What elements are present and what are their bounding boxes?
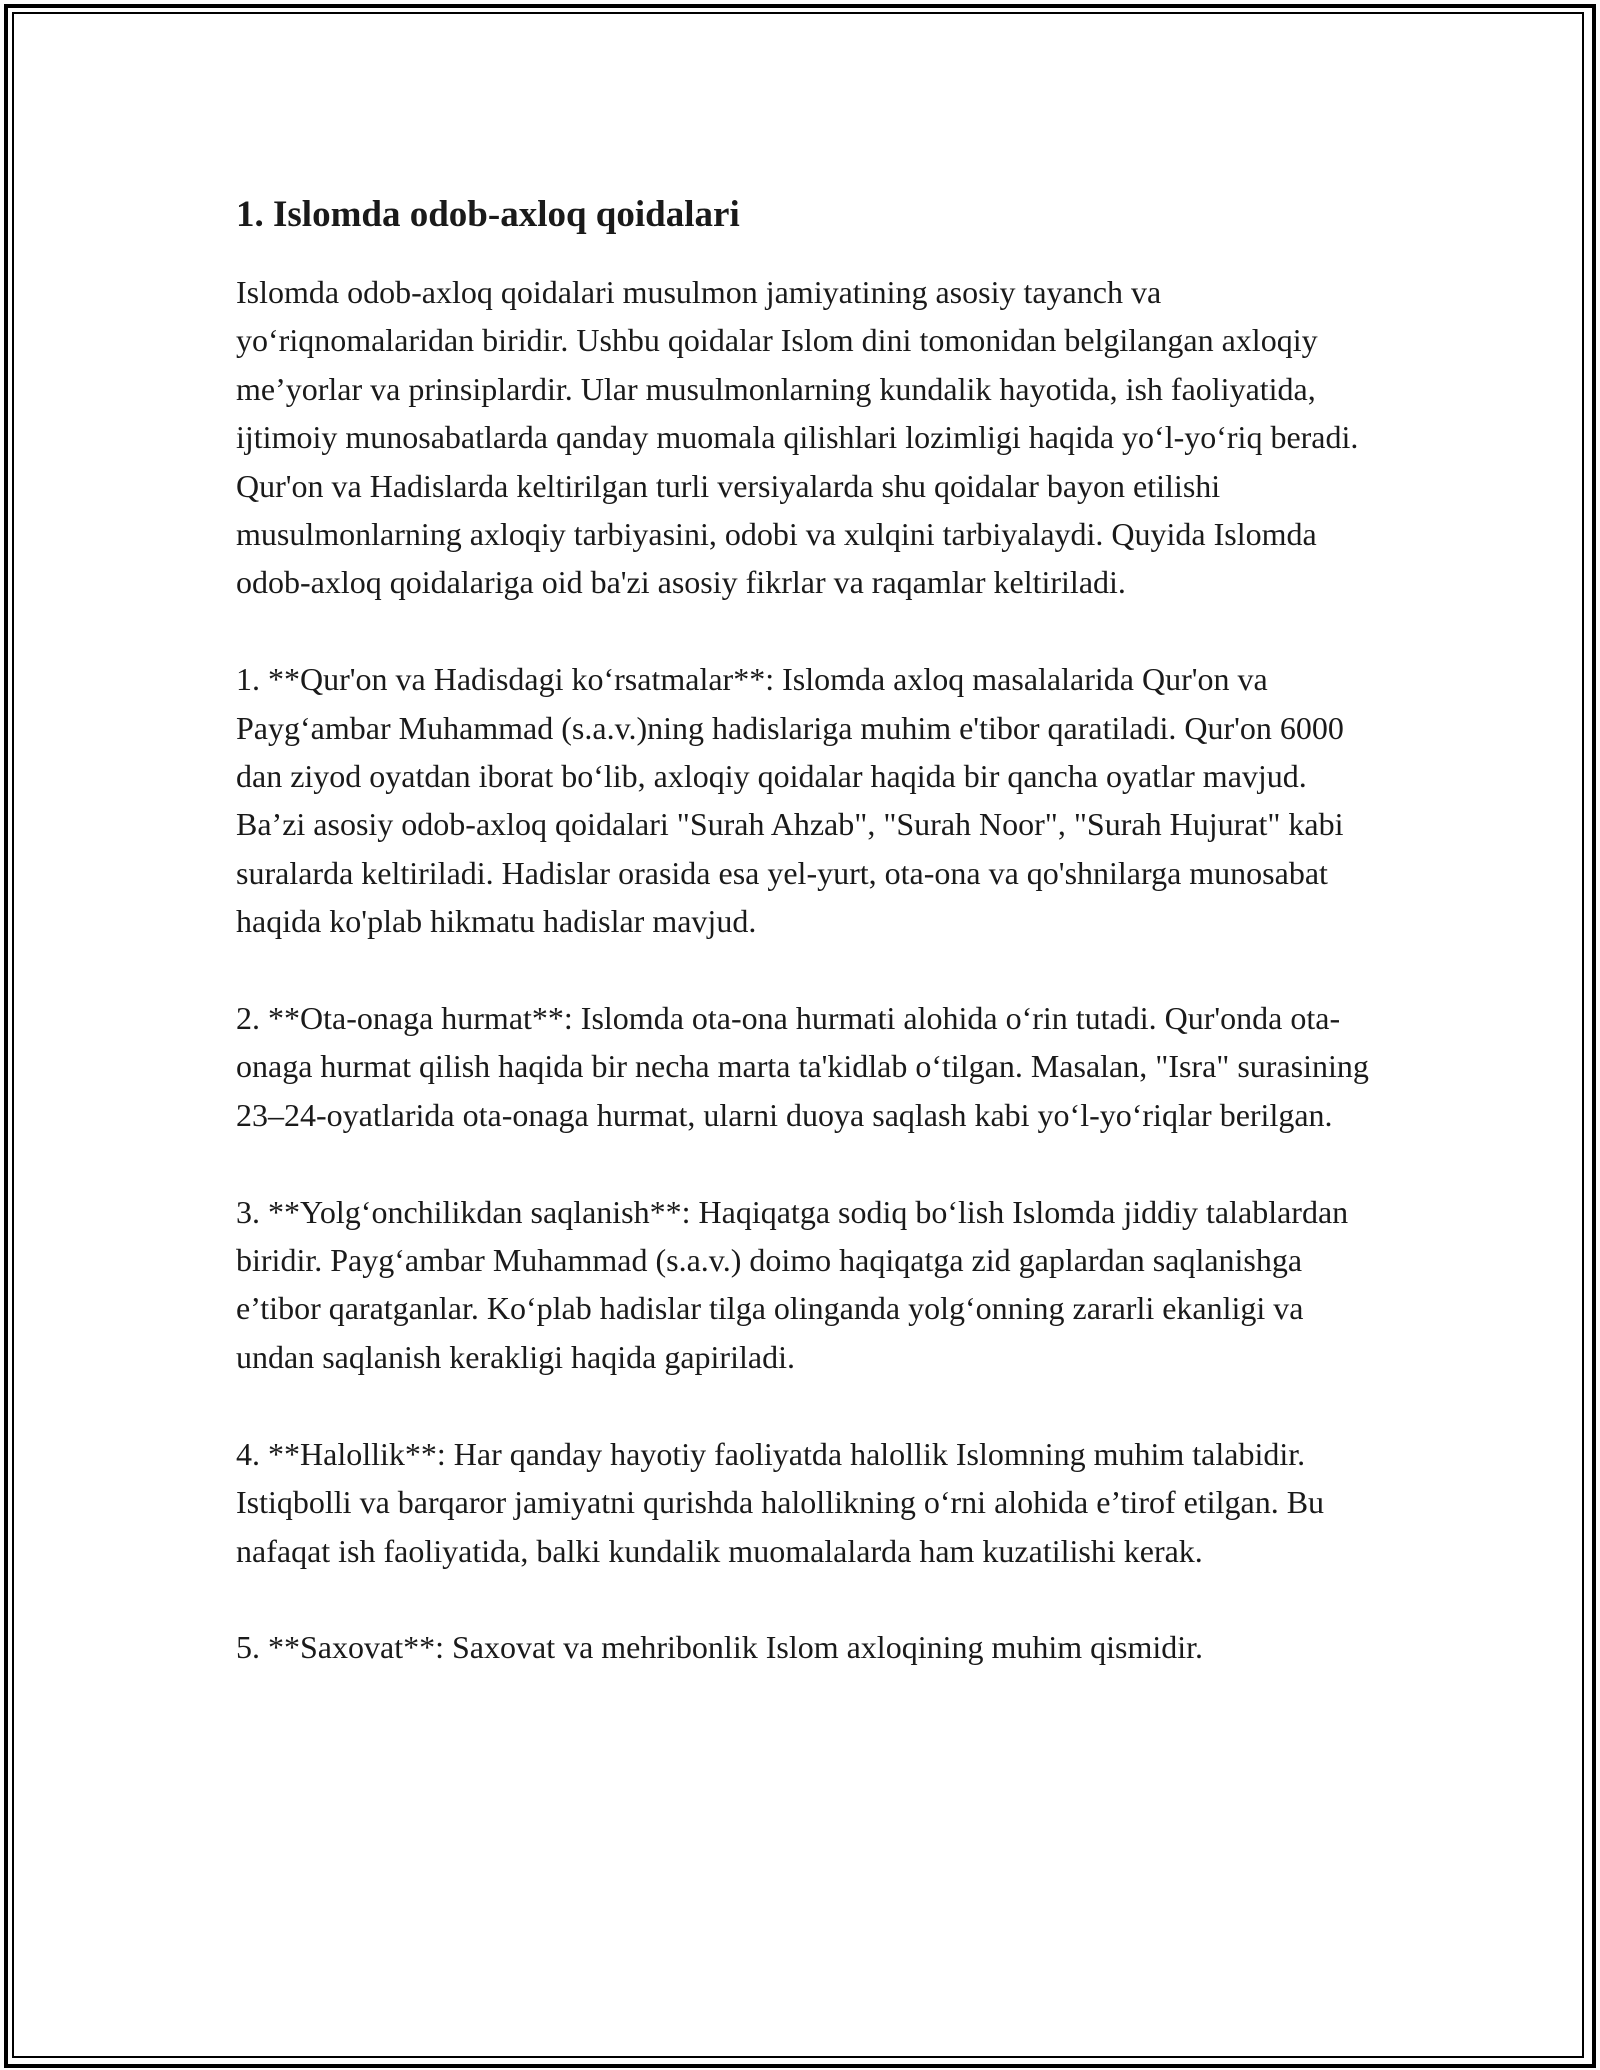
point-3-avoid-lying: 3. **Yolg‘onchilikdan saqlanish**: Haqiqatga sodiq bo‘lish Islomda jiddiy talablardan biridir. Payg‘ambar Muhammad (s.a.v.) doimo haqiqatga zid gaplardan saqlanishga e’tibor qaratganlar. Ko‘plab hadislar tilga olinganda yolg‘onning zararli ekanligi va undan saqlanish kerakligi haqida gapiriladi. [236, 1193, 1349, 1375]
point-5-generosity: 5. **Saxovat**: Saxovat va mehribonlik Islom axloqining muhim qismidir. [236, 1629, 1204, 1666]
document-body [236, 186, 1376, 1720]
point-4-honesty: 4. **Halollik**: Har qanday hayotiy faoliyatda halollik Islomning muhim talabidir. Istiqbolli va barqaror jamiyatni qurishda halollikning o‘rni alohida e’tirof etilgan. Bu nafaqat ish faoliyatida, balki kundalik muomalalarda ham kuzatilishi kerak. [236, 1435, 1325, 1569]
section-heading: 1. Islomda odob-axloq qoidalari [236, 194, 740, 235]
intro-paragraph: Islomda odob-axloq qoidalari musulmon jamiyatining asosiy tayanch va yo‘riqnomalaridan biridir. Ushbu qoidalar Islom dini tomonidan belgilangan axloqiy me’yorlar va prinsiplardir. Ular musulmonlarning kundalik hayotida, ish faoliyatida, ijtimoiy munosabatlarda qanday muomala qilishlari lozimligi haqida yo‘l-yo‘riq beradi. Qur'on va Hadislarda keltirilgan turli versiyalarda shu qoidalar bayon etilishi musulmonlarning axloqiy tarbiyasini, odobi va xulqini tarbiyalaydi. Quyida Islomda odob-axloq qoidalariga oid ba'zi asosiy fikrlar va raqamlar keltiriladi. [236, 274, 1359, 601]
point-1-quran-hadith: 1. **Qur'on va Hadisdagi ko‘rsatmalar**: Islomda axloq masalalarida Qur'on va Payg‘ambar Muhammad (s.a.v.)ning hadislariga muhim e'tibor qaratiladi. Qur'on 6000 dan ziyod oyatdan iborat bo‘lib, axloqiy qoidalar haqida bir qancha oyatlar mavjud. Ba’zi asosiy odob-axloq qoidalari "Surah Ahzab", "Surah Noor", "Surah Hujurat" kabi suralarda keltiriladi. Hadislar orasida esa yel-yurt, ota-ona va qo'shnilarga munosabat haqida ko'plab hikmatu hadislar mavjud. [236, 661, 1344, 940]
point-2-respect-parents: 2. **Ota-onaga hurmat**: Islomda ota-ona hurmati alohida o‘rin tutadi. Qur'onda ota-onaga hurmat qilish haqida bir necha marta ta'kidlab o‘tilgan. Masalan, "Isra" surasining 23–24-oyatlarida ota-onaga hurmat, ularni duoya saqlash kabi yo‘l-yo‘riqlar berilgan. [236, 1000, 1369, 1133]
